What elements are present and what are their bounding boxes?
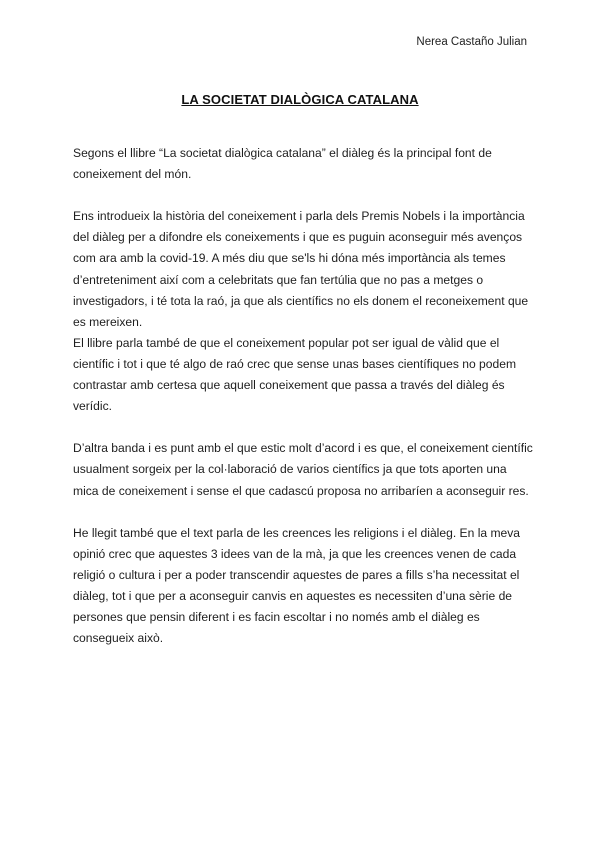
- paragraph-beliefs: He llegit també que el text parla de les creences les religions i el diàleg. En la meva opinió crec que aquestes 3 idees van de la mà, ja que les creences venen de cada religió o cultura i per a poder transcendir aquestes de pares a fills s’ha necessitat el diàleg, tot i que per a aconseguir canvis en aquestes es necessiten d’una sèrie de persones que pensin diferent i es facin escoltar i no només amb el diàleg es consegueix això.: [73, 525, 521, 646]
- paragraph-collaboration: D’altra banda i es punt amb el que estic molt d’acord i es que, el coneixement científic usualment sorgeix per la col·laboració de varios científics ja que tots aporten una mica de coneixement i sense el que cadascú proposa no arribaríen a aconseguir res.: [73, 441, 533, 498]
- paragraph-popular-knowledge: El llibre parla també de que el coneixement popular pot ser igual de vàlid que el científic i tot i que té algo de raó crec que sense unas bases científiques no podem contrastar amb certesa que aquell coneixement que passa a través del diàleg és verídic.: [73, 335, 517, 414]
- paragraph-intro: Segons el llibre “La societat dialògica catalana” el diàleg és la principal font de coneixement del món.: [73, 146, 492, 182]
- paragraph-history: Ens introdueix la història del coneixement i parla dels Premis Nobels i la importància del diàleg per a difondre els coneixements i que es puguin aconseguir més avenços com ara amb la covid-19. A més diu que se'ls hi dóna més importància als temes d’entreteniment així com a celebritats que fan tertúlia que no pas a metges o investigadors, i té tota la raó, ja que als científics no els donem el reconeixement que es mereixen.: [73, 209, 529, 329]
- paragraph-spacer: [73, 185, 533, 206]
- author-name: Nerea Castaño Julian: [416, 36, 527, 48]
- paragraph-spacer: [73, 502, 533, 523]
- document-title: LA SOCIETAT DIALÒGICA CATALANA: [181, 92, 419, 107]
- paragraph-spacer: [73, 417, 533, 438]
- document-body: [73, 143, 533, 649]
